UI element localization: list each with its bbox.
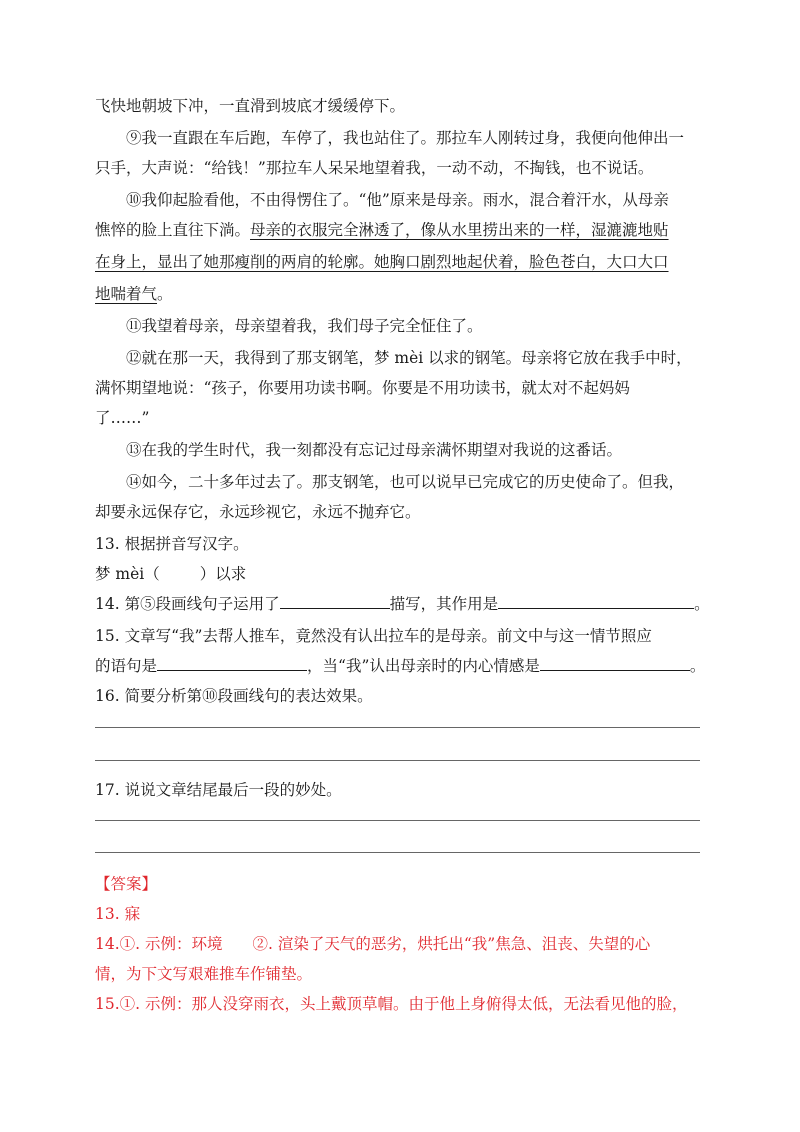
answer-line[interactable] — [95, 727, 700, 728]
paragraph-9-cont: 只手，大声说：“给钱！”那拉车人呆呆地望着我，一动不动，不掏钱，也不说话。 — [95, 159, 654, 177]
question-17: 17. 说说文章结尾最后一段的妙处。 — [95, 781, 342, 799]
question-14: 14. 第⑤段画线句子运用了 描写，其作用是 。 — [95, 595, 710, 613]
answer-14-cont: 情，为下文写艰难推车作铺垫。 — [95, 965, 313, 983]
answer-15: 15.①. 示例：那人没穿雨衣，头上戴顶草帽。由于他上身俯得太低，无法看见他的脸， — [95, 995, 688, 1013]
question-15: 15. 文章写“我”去帮人推车，竟然没有认出拉车的是母亲。前文中与这一情节照应 — [95, 627, 652, 645]
paragraph-12: ⑫就在那一天，我得到了那支钢笔，梦 mèi 以求的钢笔。母亲将它放在我手中时， — [126, 349, 692, 367]
paragraph-9: ⑨我一直跟在车后跑，车停了，我也站住了。那拉车人刚转过身，我便向他伸出一 — [126, 129, 685, 147]
paragraph-10: ⑩我仰起脸看他，不由得愣住了。“他”原来是母亲。雨水，混合着汗水，从母亲 — [126, 191, 669, 209]
answer-14: 14.①. 示例：环境 ②. 渲染了天气的恶劣，烘托出“我”焦急、沮丧、失望的心 — [95, 935, 651, 953]
answer-line[interactable] — [95, 852, 700, 853]
underlined-sentence: 母亲的衣服完全淋透了，像从水里捞出来的一样，湿漉漉地贴 — [250, 221, 669, 239]
paragraph-12-end: 了……” — [95, 409, 150, 427]
answer-line[interactable] — [95, 760, 700, 761]
answer-blank[interactable] — [280, 594, 390, 609]
paragraph-10-cont — [95, 220, 669, 240]
paragraph-11: ⑪我望着母亲，母亲望着我，我们母子完全怔住了。 — [126, 317, 483, 335]
passage-line: 飞快地朝坡下冲，一直滑到坡底才缓缓停下。 — [95, 97, 406, 115]
paragraph-13: ⑬在我的学生时代，我一刻都没有忘记过母亲满怀期望对我说的这番话。 — [126, 441, 623, 459]
answer-blank[interactable] — [498, 594, 694, 609]
paragraph-10-end — [95, 284, 173, 304]
answer-heading: 【答案】 — [95, 875, 158, 893]
question-16: 16. 简要分析第⑩段画线句的表达效果。 — [95, 687, 373, 705]
paragraph-12-cont: 满怀期望地说：“孩子，你要用功读书啊。你要是不用功读书，就太对不起妈妈 — [95, 379, 630, 397]
plain-text: 憔悴的脸上直往下淌。 — [95, 221, 251, 239]
punctuation: 。 — [157, 285, 173, 303]
question-13-blank-line: 梦 mèi（ ）以求 — [95, 565, 247, 583]
answer-13: 13. 寐 — [95, 905, 141, 923]
paragraph-14: ⑭如今，二十多年过去了。那支钢笔，也可以说早已完成它的历史使命了。但我， — [126, 473, 685, 491]
answer-blank[interactable] — [157, 656, 307, 671]
question-15-cont: 的语句是 ，当“我”认出母亲时的内心情感是 。 — [95, 657, 706, 675]
answer-blank[interactable] — [540, 656, 690, 671]
underlined-sentence-cont: 在身上，显出了她那瘦削的两肩的轮廓。她胸口剧烈地起伏着，脸色苍白，大口大口 — [95, 253, 669, 271]
answer-line[interactable] — [95, 820, 700, 821]
question-13: 13. 根据拼音写汉字。 — [95, 535, 249, 553]
underlined-sentence-end: 地喘着气 — [95, 285, 158, 303]
paragraph-14-cont: 却要永远保存它，永远珍视它，永远不抛弃它。 — [95, 503, 421, 521]
